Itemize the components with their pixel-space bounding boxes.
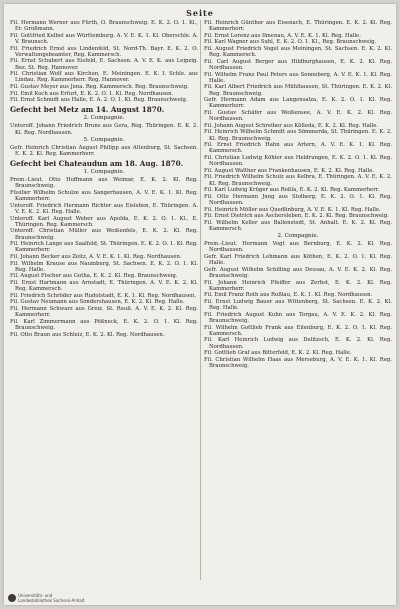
company-subhead: 2. Compagnie. <box>83 115 125 122</box>
list-entry: Fil. August Friedrich Vogel aus Meiningen, St. Sachsen. E. K. 2. Kl. Reg. Kammersch. <box>204 45 392 59</box>
list-entry: Fil. Karl Zimmermann aus Pößneck, E. K. 2. O. 1. Kl. Reg. Braunschweig. <box>10 318 198 331</box>
list-entry: Fil. Wilhelm Gottlieb Frank aus Eilenburg, E. K. 2. O. 1. Kl. Reg. Kammersch. <box>204 324 392 337</box>
list-entry: Fil. Johann August Schreiber aus Kölleda, E. K. 2. Kl. Reg. Halle. <box>204 122 379 129</box>
list-entry: Prem.-Lieut. Hermann Vogt aus Bernburg, E. K. 2. Kl. Reg. Nordhausen. <box>204 241 392 254</box>
library-logo-icon <box>8 594 16 602</box>
list-entry: Fil. Heinrich Wilhelm Schmitt aus Sömmerda, St. Thüringen. E. K. 2. Kl. Reg. Braunschweig. <box>204 129 392 142</box>
list-entry: Fil. Gustav Neumann aus Sondershausen, E. K. 2. Kl. Reg. Halle. <box>10 299 185 306</box>
list-entry: Fil. August Walther aus Frankenhausen, E. K. 2. Kl. Reg. Halle. <box>204 167 375 174</box>
list-entry: Fil. Karl Wagner aus Suhl, E. K. 2. O. 1. Kl., Reg. Braunschweig. <box>204 39 377 46</box>
list-entry: Fil. Christian Ludwig Köhler aus Heldrungen, E. K. 2. O. 1. Kl. Reg. Nordhausen. <box>204 154 392 168</box>
list-entry: Fil. Karl Ludwig Krüger aus Roßla, E. K. 2. Kl. Reg. Kammerherr. <box>204 187 380 194</box>
list-entry: Fil. Friedrich Ernst aus Lindenfeld, St. Nord-Th. Bayr. E. K. 2. O. Verwaltungsbeamter, Reg. Kammersch. <box>10 45 198 58</box>
list-entry: Fil. Hermann Werner aus Fürth, O. Braunschweig. E. K. 2. O. 1. Kl., Er. Großmann. <box>10 20 198 33</box>
page-header: Seite <box>186 8 214 18</box>
list-entry: Fil. Ernst Friedrich Hahn aus Artern, A. V. E. K. 1. Kl. Reg. Kammersch. <box>204 142 392 155</box>
list-entry: Fil. Wilhelm Keller aus Ballenstedt, St. Anhalt. E. K. 2. Kl. Reg. Kammersch. <box>204 219 392 232</box>
list-entry: Fil. Gustav Meyer aus Jena. Reg. Kammersch. Reg. Braunschweig. <box>10 83 189 90</box>
library-logo-text <box>18 593 84 603</box>
list-entry: Fil. Christian Wolf aus Kirchen, E. Meiningen. E. K. I. Schle. aus Lindau. Reg. Kammerherr. Reg. Hannover. <box>10 71 198 84</box>
list-entry: Gefr. Hermann Adam aus Langensalza, E. K. 2. O. 1. Kl. Reg. Kammerherr. <box>204 97 392 110</box>
section-title: Gefecht bei Metz am 14. August 1870. <box>10 105 165 115</box>
list-entry: Fil. Johann Becker aus Zeitz, A. V. E. K. 1. Kl. Reg. Nordhausen. <box>10 253 182 260</box>
logo-line-2: Landesbibliothek Sachsen-Anhalt <box>18 598 85 603</box>
list-entry: Unteroff. Johann Friedrich Bruns aus Gera, Reg. Thüringen. E. K. 2. Kl. Reg. Nordhausen. <box>10 123 198 136</box>
company-subhead: 1. Compagnie. <box>83 169 125 176</box>
list-entry: Fil. August Fischer aus Gotha, E. K. 2. Kl. Reg. Braunschweig. <box>10 273 178 280</box>
list-entry: Fil. Ernst Dietrich aus Aschersleben, E. K. 2. Kl. Reg. Braunschweig. <box>204 213 389 220</box>
company-subhead: 2. Compagnie. <box>277 233 319 240</box>
list-entry: Gefr. Karl Friedrich Lehmann aus Köthen, E. K. 2. O. 1. Kl. Reg. Halle. <box>204 253 392 267</box>
logo-line-1: Universitäts- und <box>18 593 53 598</box>
list-entry: Fil. Friedrich Wilhelm Schulz aus Kelbra, E. Thüringen. A. V. E. K. 2. Kl. Reg. Braunschweig. <box>204 174 392 187</box>
document-page <box>4 4 396 605</box>
list-entry: Fil. Heinrich Lange aus Saalfeld, St. Thüringen. E. K. 2. O. 1. Kl. Reg. Kammerherr. <box>10 241 198 254</box>
list-entry: Fil. Emil Koch aus Erfurt, E. K. 2. O. 1. Kl. Reg. Nordhausen. <box>10 90 174 97</box>
column-divider <box>200 20 201 580</box>
list-entry: Fil. Friedrich Schröder aus Rudolstadt, E. K. 1. Kl. Reg. Nordhausen. <box>10 292 197 299</box>
list-entry: Fil. Emil Franz Roth aus Roßlau, E. K. 1. Kl. Reg. Nordhausen. <box>204 292 373 299</box>
list-entry: Fil. Karl Heinrich Ludwig aus Delitzsch, E. K. 2. Kl. Reg. Nordhausen. <box>204 337 392 350</box>
list-entry: Fil. Heinrich Möller aus Quedlinburg, A. V. E. K. 1. Kl. Reg. Halle. <box>204 206 381 213</box>
list-entry: Gefr. August Wilhelm Schilling aus Dessau, A. V. E. K. 2. Kl. Reg. Braunschweig. <box>204 266 392 279</box>
list-entry: Fil. Otto Hermann Jung aus Stolberg, E. K. 2. O. 1. Kl. Reg. Nordhausen. <box>204 193 392 206</box>
list-entry: Fil. Carl August Berger aus Hildburghausen, E. K. 2. Kl. Reg. Nordhausen. <box>204 58 392 71</box>
list-entry: Fil. Otto Braun aus Schleiz, E. K. 2. Kl. Reg. Nordhausen. <box>10 331 165 338</box>
list-entry: Fil. Ernst Schubert aus Eisfeld, E. Sachsen. A. V. E. K. aus Leipzig. Bez. St. Reg. Hannover. <box>10 58 198 71</box>
list-entry: Fil. Christian Wilhelm Haas aus Merseburg, A. V. E. K. 1. Kl. Reg. Braunschweig. <box>204 356 392 369</box>
section-title: Gefecht bei Chateaudun am 18. Aug. 1870. <box>10 159 184 169</box>
left-column <box>10 20 198 338</box>
list-entry: Fil. Ernst Ludwig Bauer aus Wittenberg, St. Sachsen. E. K. 2. Kl. Reg. Halle. <box>204 298 392 312</box>
list-entry: Fil. Gustav Schäfer aus Weißensee, A. V. E. K. 2. Kl. Reg. Nordhausen. <box>204 109 392 123</box>
list-entry: Fil. Ernst Hartmann aus Arnstadt, E. Thüringen. A. V. E. K. 2. Kl. Reg. Kammersch. <box>10 279 198 293</box>
right-column <box>204 20 392 369</box>
list-entry: Fil. Ernst Schmidt aus Halle, E. A. 2. O. 1. Kl. Reg. Braunschweig. <box>10 97 188 104</box>
list-entry: Fil. Hermann Schwarz aus Greiz, St. Reuß. A. V. E. K. 2. Kl. Reg. Kammerherr. <box>10 305 198 319</box>
list-entry: Unteroff. Friedrich Hermann Richter aus Eisleben, E. Thüringen. A. V. E. K. 2. Kl. Reg. Halle. <box>10 202 198 215</box>
list-entry: Prem.-Lieut. Otto Hoffmann aus Weimar, E. K. 2. Kl. Reg. Braunschweig. <box>10 177 198 190</box>
list-entry: Fil. Wilhelm Franz Paul Peters aus Sonneberg, A. V. E. K. 1. Kl. Reg. Halle. <box>204 71 392 84</box>
list-entry: Fil. Gottlieb Graf aus Bitterfeld, E. K. 2. Kl. Reg. Halle. <box>204 350 352 357</box>
list-entry: Gefr. Heinrich Christian August Philipp aus Altenburg, St. Sachsen. E. K. 2. Kl. Reg. Kammerherr. <box>10 144 198 157</box>
list-entry: Fil. Wilhelm Krause aus Naumburg, St. Sachsen. E. K. 2. O. 1. Kl. Reg. Halle. <box>10 260 198 273</box>
list-entry: Unteroff. Christian Müller aus Weißenfels, E. K. 2. Kl. Reg. Braunschweig. <box>10 228 198 241</box>
list-entry: Fil. Karl Albert Friedrich aus Mühlhausen, St. Thüringen. E. K. 2. Kl. Reg. Braunschweig. <box>204 84 392 97</box>
list-entry: Fil. Johann Heinrich Pfeiffer aus Zerbst, E. K. 2. Kl. Reg. Kammerherr. <box>204 279 392 292</box>
list-entry: Füsilier Wilhelm Schulze aus Sangerhausen, A. V. E. K. 1. Kl. Reg. Kammerherr. <box>10 189 198 203</box>
list-entry: Fil. Heinrich Günther aus Eisenach, E. Thüringen. E. K. 2. Kl. Reg. Kammerherr. <box>204 20 392 33</box>
list-entry: Unteroff. Karl August Weber aus Apolda, E. K. 2. O. 1. Kl., E. Thüringen. Reg. Kammersch. <box>10 215 198 228</box>
list-entry: Fil. Friedrich August Kuhn aus Torgau, A. V. E. K. 2. Kl. Reg. Braunschweig. <box>204 311 392 324</box>
list-entry: Fil. Gottfried Kelbel aus Württemburg. A. V. E. K. 1. Kl. Oberschle. A. V. Braunsch. <box>10 32 198 45</box>
list-entry: Fil. Ernst Lorenz aus Ilmenau, A. V. E. K. 1. Kl. Reg. Halle. <box>204 32 361 39</box>
company-subhead: 5. Compagnie. <box>83 136 125 143</box>
